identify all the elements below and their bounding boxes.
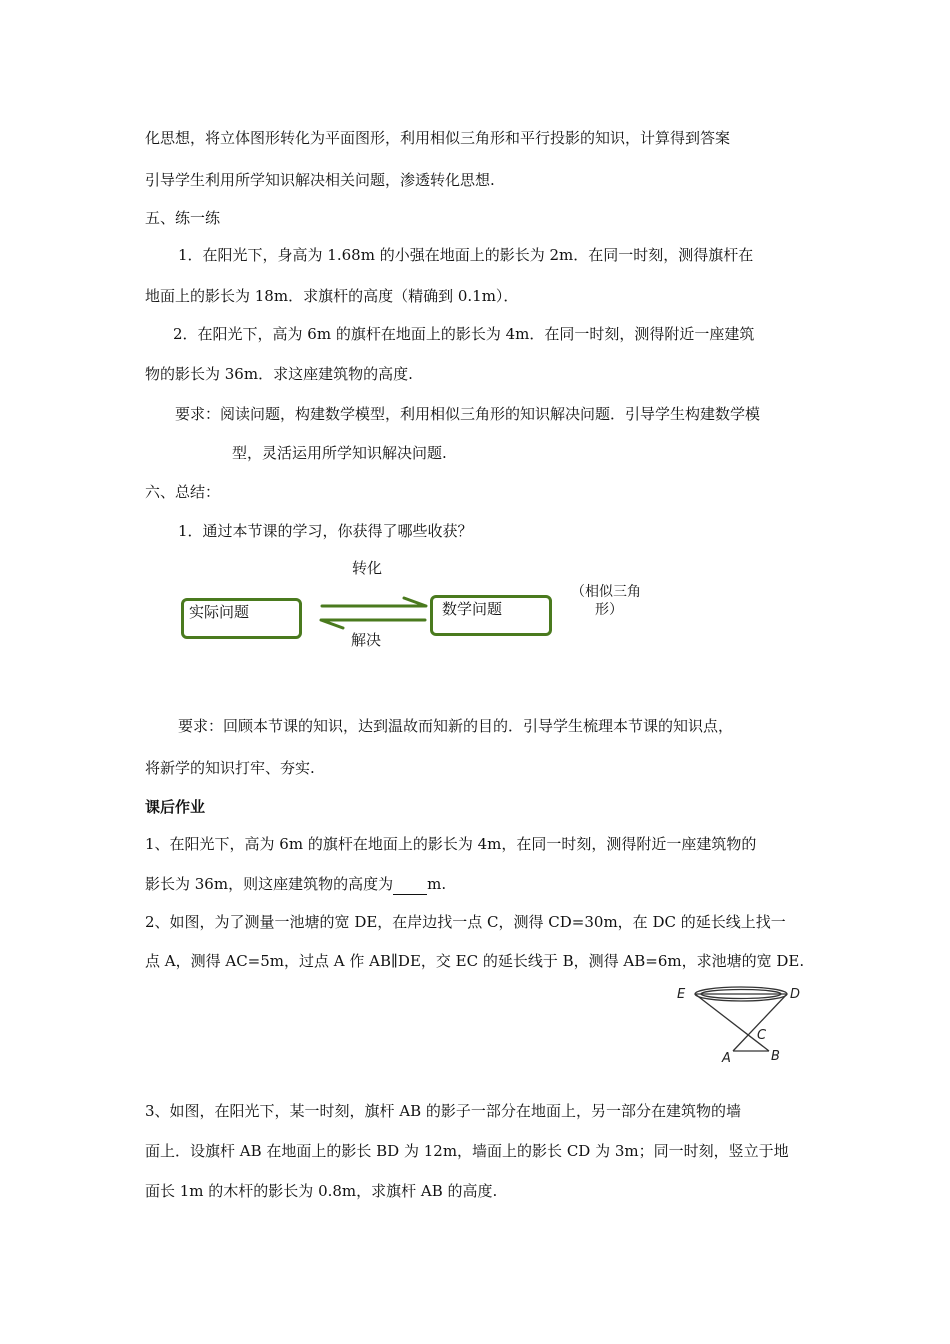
section-6-heading: 六、总结： [145, 483, 221, 501]
pond-figure [675, 980, 805, 1070]
intro-line-1: 化思想，将立体图形转化为平面图形，利用相似三角形和平行投影的知识，计算得到答案 [145, 129, 731, 147]
intro-line-2: 引导学生利用所学知识解决相关问题，渗透转化思想. [145, 171, 495, 189]
summary-requirement-line-1: 要求：回顾本节课的知识，达到温故而知新的目的．引导学生梳理本节课的知识点， [178, 717, 734, 735]
summary-q1: 1．通过本节课的学习，你获得了哪些收获？ [178, 522, 473, 540]
point-E-label: E [677, 987, 686, 1002]
practice-q1-line-2: 地面上的影长为 18m．求旗杆的高度（精确到 0.1m）． [145, 287, 519, 305]
box-math-problem-label: 数学问题 [442, 600, 503, 618]
section-5-heading: 五、练一练 [145, 209, 221, 227]
homework-p1-text: 影长为 36m，则这座建筑物的高度为 [145, 875, 394, 893]
side-note-line-2: 形） [595, 602, 623, 618]
homework-p1-unit: m. [427, 875, 447, 893]
side-note-line-1: （相似三角 [571, 584, 641, 600]
point-C-label: C [757, 1028, 767, 1043]
answer-blank [393, 874, 427, 895]
point-A-label: A [722, 1051, 731, 1066]
practice-requirement-line-1: 要求：阅读问题，构建数学模型，利用相似三角形的知识解决问题．引导学生构建数学模 [175, 405, 761, 423]
box-real-problem [181, 598, 302, 639]
homework-heading: 课后作业 [145, 798, 206, 816]
label-solve: 解决 [351, 631, 382, 649]
point-D-label: D [790, 987, 801, 1002]
label-transform: 转化 [352, 559, 383, 577]
homework-p3-line-1: 3、如图，在阳光下，某一时刻，旗杆 AB 的影子一部分在地面上，另一部分在建筑物的墙 [145, 1102, 741, 1120]
point-B-label: B [771, 1049, 780, 1064]
homework-p3-line-2: 面上．设旗杆 AB 在地面上的影长 BD 为 12m，墙面上的影长 CD 为 3m；同一时刻，竖立于地 [145, 1142, 789, 1160]
practice-q2-line-1: 2．在阳光下，高为 6m 的旗杆在地面上的影长为 4m．在同一时刻，测得附近一座建筑 [173, 325, 755, 343]
homework-p2-line-1: 2、如图，为了测量一池塘的宽 DE，在岸边找一点 C，测得 CD=30m，在 DC 的延长线上找一 [145, 913, 786, 931]
arrow-right-head [404, 598, 426, 606]
summary-requirement-line-2: 将新学的知识打牢、夯实. [145, 759, 315, 777]
homework-p2-line-2: 点 A，测得 AC=5m，过点 A 作 AB∥DE，交 EC 的延长线于 B，测得 AB=6m，求池塘的宽 DE. [145, 952, 805, 970]
homework-p3-line-3: 面长 1m 的木杆的影长为 0.8m，求旗杆 AB 的高度. [145, 1182, 498, 1200]
box-real-problem-label: 实际问题 [189, 603, 250, 621]
homework-p1-line-1: 1、在阳光下，高为 6m 的旗杆在地面上的影长为 4m，在同一时刻，测得附近一座建筑物的 [145, 835, 757, 853]
practice-q1-line-1: 1．在阳光下，身高为 1.68m 的小强在地面上的影长为 2m．在同一时刻，测得旗杆在 [178, 246, 754, 264]
arrow-left-head [321, 620, 343, 628]
practice-requirement-line-2: 型，灵活运用所学知识解决问题. [232, 444, 447, 462]
homework-p1-line-2 [145, 874, 446, 895]
practice-q2-line-2: 物的影长为 36m．求这座建筑物的高度. [145, 365, 413, 383]
box-math-problem [430, 595, 552, 636]
